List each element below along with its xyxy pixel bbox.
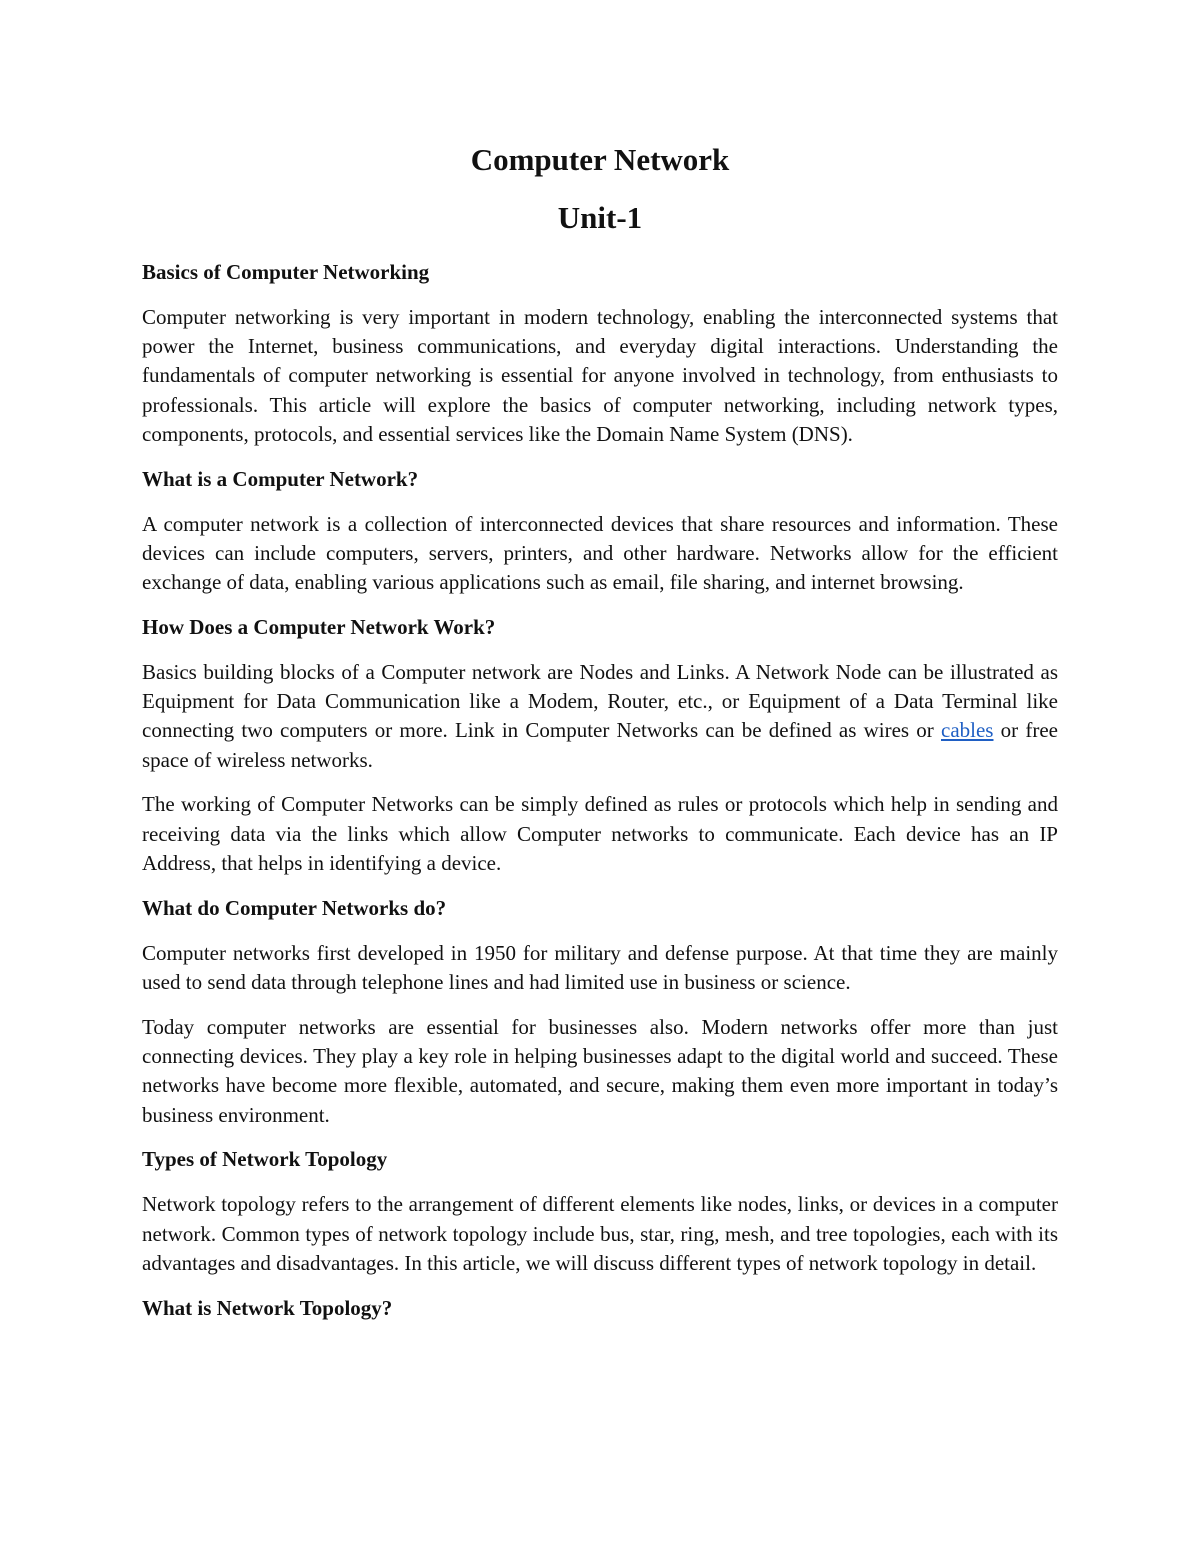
section-heading-what-networks-do: What do Computer Networks do? [142, 895, 447, 920]
section-heading-what-is-topology: What is Network Topology? [142, 1295, 393, 1320]
paragraph-protocols: The working of Computer Networks can be simply defined as rules or protocols which help in sending and receiving data via the links which allow Computer networks to communicate. Each device has an IP Address, that helps in identifying a device. [142, 792, 1058, 876]
document-title: Computer Network [470, 142, 730, 177]
cables-link[interactable]: cables [941, 718, 994, 743]
paragraph-nodes-and-links [142, 658, 1058, 775]
paragraph-what-is-network: A computer network is a collection of interconnected devices that share resources and information. These devices can include computers, servers, printers, and other hardware. Networks allow for the efficient exchange of data, enabling various applications such as email, file sharing, and internet browsing. [142, 511, 1058, 595]
paragraph-modern-networks: Today computer networks are essential for businesses also. Modern networks offer more than just connecting devices. They play a key role in helping businesses adapt to the digital world and succeed. These networks have become more flexible, automated, and secure, making them even more important in today’s business environment. [142, 1014, 1058, 1127]
paragraph-text-before-link: Basics building blocks of a Computer network are Nodes and Links. A Network Node can be illustrated as Equipment for Data Communication like a Modem, Router, etc., or Equipment of a Data Terminal like connecting two computers or more. Link in Computer Networks can be defined as wires or [142, 659, 1058, 743]
section-heading-topology-types: Types of Network Topology [142, 1147, 388, 1172]
section-heading-what-is-network: What is a Computer Network? [142, 466, 419, 491]
section-heading-basics: Basics of Computer Networking [142, 260, 430, 284]
paragraph-history: Computer networks first developed in 1950 for military and defense purpose. At that time they are mainly used to send data through telephone lines and had limited use in business or science. [142, 940, 1058, 994]
paragraph-topology-types: Network topology refers to the arrangement of different elements like nodes, links, or devices in a computer network. Common types of network topology include bus, star, ring, mesh, and tree topologies, each with its advantages and disadvantages. In this article, we will discuss different types of network topology in detail. [142, 1192, 1058, 1275]
paragraph-basics: Computer networking is very important in modern technology, enabling the interconnected systems that power the Internet, business communications, and everyday digital interactions. Understanding the fundamentals of computer networking is essential for anyone involved in technology, from enthusiasts to professionals. This article will explore the basics of computer networking, including network types, components, protocols, and essential services like the Domain Name System (DNS). [142, 304, 1058, 446]
document-body [142, 140, 1058, 1338]
paragraph-text-after-link: or free space of wireless networks. [142, 718, 1058, 772]
section-heading-how-network-works: How Does a Computer Network Work? [142, 614, 496, 639]
document-subtitle: Unit-1 [557, 200, 643, 235]
